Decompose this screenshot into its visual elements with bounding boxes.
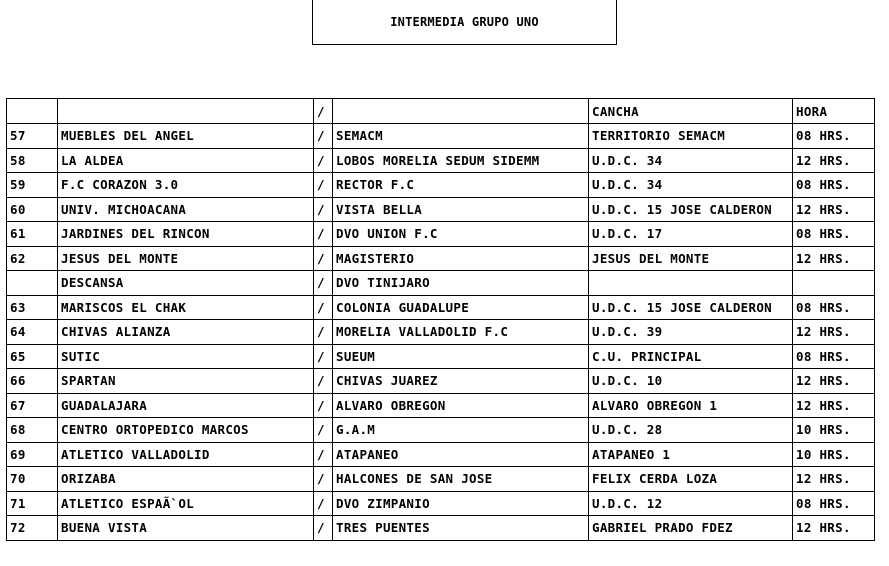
separator: /: [314, 246, 333, 271]
table-row: [7, 467, 875, 492]
field-name: U.D.C. 10: [589, 369, 793, 394]
match-time: 08 HRS.: [793, 491, 875, 516]
home-team: F.C CORAZON 3.0: [58, 173, 314, 198]
separator: /: [314, 148, 333, 173]
table-row: [7, 344, 875, 369]
away-team: LOBOS MORELIA SEDUM SIDEMM: [333, 148, 589, 173]
away-team: DVO ZIMPANIO: [333, 491, 589, 516]
separator: /: [314, 442, 333, 467]
match-time: 10 HRS.: [793, 442, 875, 467]
match-number: 68: [7, 418, 58, 443]
match-time: 12 HRS.: [793, 369, 875, 394]
table-row: [7, 246, 875, 271]
match-number: 58: [7, 148, 58, 173]
field-name: GABRIEL PRADO FDEZ: [589, 516, 793, 541]
schedule-table-body: [7, 99, 875, 541]
match-number: 66: [7, 369, 58, 394]
field-name: U.D.C. 15 JOSE CALDERON: [589, 295, 793, 320]
away-team: MORELIA VALLADOLID F.C: [333, 320, 589, 345]
header-home-team: [58, 99, 314, 124]
field-name: FELIX CERDA LOZA: [589, 467, 793, 492]
table-row: [7, 271, 875, 296]
away-team: VISTA BELLA: [333, 197, 589, 222]
home-team: BUENA VISTA: [58, 516, 314, 541]
separator: /: [314, 124, 333, 149]
away-team: COLONIA GUADALUPE: [333, 295, 589, 320]
table-row: [7, 124, 875, 149]
home-team: MARISCOS EL CHAK: [58, 295, 314, 320]
away-team: DVO UNION F.C: [333, 222, 589, 247]
away-team: G.A.M: [333, 418, 589, 443]
match-number: 57: [7, 124, 58, 149]
field-name: C.U. PRINCIPAL: [589, 344, 793, 369]
match-time: 12 HRS.: [793, 197, 875, 222]
match-number: 71: [7, 491, 58, 516]
away-team: TRES PUENTES: [333, 516, 589, 541]
match-number: 61: [7, 222, 58, 247]
match-number: 65: [7, 344, 58, 369]
match-number: 72: [7, 516, 58, 541]
separator: /: [314, 467, 333, 492]
away-team: SEMACM: [333, 124, 589, 149]
match-time: 08 HRS.: [793, 222, 875, 247]
match-time: 12 HRS.: [793, 246, 875, 271]
field-name: TERRITORIO SEMACM: [589, 124, 793, 149]
separator: /: [314, 369, 333, 394]
separator: /: [314, 393, 333, 418]
away-team: HALCONES DE SAN JOSE: [333, 467, 589, 492]
match-time: 08 HRS.: [793, 124, 875, 149]
separator: /: [314, 418, 333, 443]
away-team: DVO TINIJARO: [333, 271, 589, 296]
table-row: [7, 197, 875, 222]
field-name: U.D.C. 17: [589, 222, 793, 247]
home-team: JARDINES DEL RINCON: [58, 222, 314, 247]
match-number: 59: [7, 173, 58, 198]
field-name: [589, 271, 793, 296]
field-name: ALVARO OBREGON 1: [589, 393, 793, 418]
home-team: ATLETICO ESPAÃ`OL: [58, 491, 314, 516]
field-name: U.D.C. 12: [589, 491, 793, 516]
separator: /: [314, 320, 333, 345]
separator: /: [314, 516, 333, 541]
home-team: JESUS DEL MONTE: [58, 246, 314, 271]
match-time: 12 HRS.: [793, 148, 875, 173]
table-row: [7, 320, 875, 345]
separator: /: [314, 491, 333, 516]
home-team: CHIVAS ALIANZA: [58, 320, 314, 345]
match-number: 62: [7, 246, 58, 271]
field-name: ATAPANEO 1: [589, 442, 793, 467]
away-team: ALVARO OBREGON: [333, 393, 589, 418]
table-row: [7, 516, 875, 541]
match-time: 12 HRS.: [793, 516, 875, 541]
separator: /: [314, 344, 333, 369]
table-row: [7, 393, 875, 418]
match-time: 12 HRS.: [793, 320, 875, 345]
header-time: HORA: [793, 99, 875, 124]
match-time: 08 HRS.: [793, 173, 875, 198]
home-team: SUTIC: [58, 344, 314, 369]
field-name: U.D.C. 28: [589, 418, 793, 443]
table-header-row: [7, 99, 875, 124]
header-away-team: [333, 99, 589, 124]
schedule-table: [6, 98, 875, 541]
table-row: [7, 418, 875, 443]
home-team: SPARTAN: [58, 369, 314, 394]
home-team: ATLETICO VALLADOLID: [58, 442, 314, 467]
match-time: 08 HRS.: [793, 295, 875, 320]
home-team: MUEBLES DEL ANGEL: [58, 124, 314, 149]
home-team: GUADALAJARA: [58, 393, 314, 418]
separator: /: [314, 197, 333, 222]
match-time: 12 HRS.: [793, 467, 875, 492]
field-name: JESUS DEL MONTE: [589, 246, 793, 271]
match-number: 64: [7, 320, 58, 345]
match-number: 67: [7, 393, 58, 418]
match-number: [7, 271, 58, 296]
match-time: 12 HRS.: [793, 393, 875, 418]
table-row: [7, 173, 875, 198]
match-time: 10 HRS.: [793, 418, 875, 443]
away-team: CHIVAS JUAREZ: [333, 369, 589, 394]
match-number: 60: [7, 197, 58, 222]
table-row: [7, 148, 875, 173]
table-row: [7, 442, 875, 467]
home-team: UNIV. MICHOACANA: [58, 197, 314, 222]
away-team: ATAPANEO: [333, 442, 589, 467]
field-name: U.D.C. 34: [589, 148, 793, 173]
match-time: [793, 271, 875, 296]
away-team: SUEUM: [333, 344, 589, 369]
match-number: 70: [7, 467, 58, 492]
field-name: U.D.C. 39: [589, 320, 793, 345]
header-number: [7, 99, 58, 124]
header-separator: /: [314, 99, 333, 124]
table-row: [7, 222, 875, 247]
page-title: INTERMEDIA GRUPO UNO: [312, 0, 617, 45]
header-field: CANCHA: [589, 99, 793, 124]
separator: /: [314, 173, 333, 198]
match-number: 63: [7, 295, 58, 320]
away-team: RECTOR F.C: [333, 173, 589, 198]
table-row: [7, 369, 875, 394]
home-team: LA ALDEA: [58, 148, 314, 173]
separator: /: [314, 222, 333, 247]
field-name: U.D.C. 34: [589, 173, 793, 198]
home-team: DESCANSA: [58, 271, 314, 296]
table-row: [7, 295, 875, 320]
separator: /: [314, 271, 333, 296]
table-row: [7, 491, 875, 516]
home-team: CENTRO ORTOPEDICO MARCOS: [58, 418, 314, 443]
field-name: U.D.C. 15 JOSE CALDERON: [589, 197, 793, 222]
match-number: 69: [7, 442, 58, 467]
match-time: 08 HRS.: [793, 344, 875, 369]
separator: /: [314, 295, 333, 320]
home-team: ORIZABA: [58, 467, 314, 492]
away-team: MAGISTERIO: [333, 246, 589, 271]
